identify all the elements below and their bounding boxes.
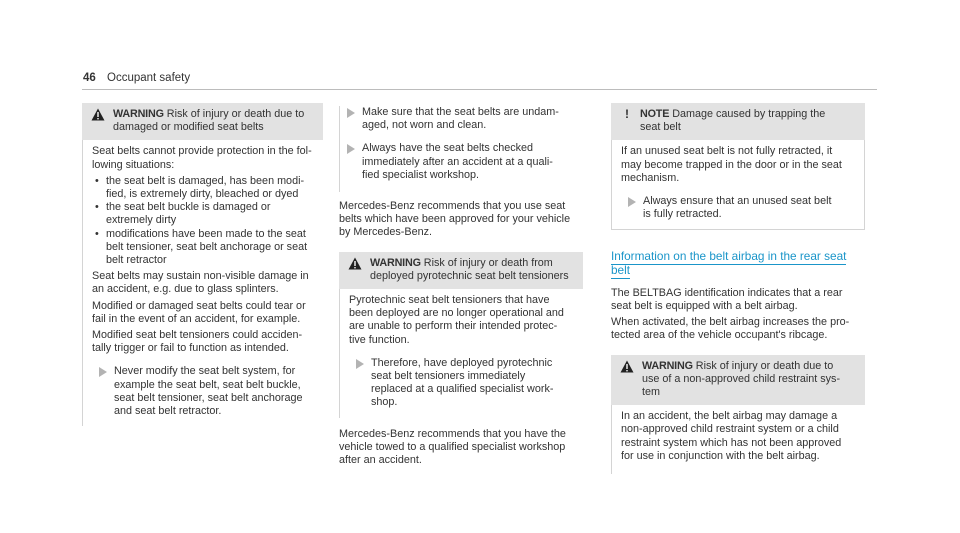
text-line: tive function.	[349, 333, 410, 346]
note-label: NOTE	[640, 108, 670, 120]
text-line: replaced at a qualified specialist work-	[371, 383, 554, 396]
text-line: and seat belt retractor.	[114, 405, 222, 418]
list-item	[92, 175, 315, 201]
paragraph	[92, 270, 315, 296]
text-line: belt tensioner, seat belt anchorage or seat	[106, 240, 308, 253]
text-line: Therefore, have deployed pyrotechnic	[371, 356, 553, 369]
text-line: been deployed are no longer operational and	[349, 307, 564, 320]
step-arrow-icon	[347, 144, 355, 154]
note-line: seat belt	[640, 121, 681, 134]
text-line: fail in the event of an accident, for example.	[92, 312, 301, 325]
note-box-trapping	[611, 103, 865, 230]
step-arrow-icon	[356, 359, 364, 369]
paragraph	[611, 316, 865, 342]
page-number: 46	[83, 72, 96, 84]
warning-body	[82, 140, 323, 426]
warning-line: damaged or modified seat belts	[113, 121, 264, 134]
text-line: seat belt is equipped with a belt airbag.	[611, 300, 798, 313]
column-1	[82, 103, 323, 426]
text-line: the seat belt buckle is damaged or	[106, 201, 271, 214]
warning-body	[339, 289, 583, 418]
warning-box-damaged-belts	[82, 103, 323, 426]
text-line: lowing situations:	[92, 158, 175, 171]
warning-triangle-icon	[348, 257, 364, 270]
text-line: extremely dirty	[106, 214, 177, 227]
note-header	[611, 103, 865, 140]
list-item	[92, 228, 315, 268]
text-line: Modified seat belt tensioners could acciden-	[92, 329, 303, 342]
text-line: immediately after an accident at a quali-	[362, 155, 553, 168]
warning-label: WARNING	[642, 359, 693, 372]
warning-line: tem	[642, 386, 660, 399]
warning-box-tensioners	[339, 252, 583, 418]
warning-text	[642, 360, 840, 400]
warning-line: use of a non-approved child restraint sys-	[642, 372, 841, 385]
text-line: modifications have been made to the seat	[106, 227, 306, 240]
instruction-step	[621, 195, 856, 221]
warning-label: WARNING	[113, 108, 164, 120]
text-line: tally trigger or fail to function as intended.	[92, 342, 289, 355]
warning-line: Risk of injury or death due to	[166, 108, 305, 120]
text-line: shop.	[371, 396, 398, 409]
warning-header	[611, 355, 865, 406]
exclamation-icon: !	[625, 107, 629, 121]
paragraph	[621, 145, 856, 185]
text-line: the seat belt is damaged, has been modi-	[106, 174, 305, 187]
section-heading-text: Information on the belt airbag in the rear seat belt	[611, 249, 847, 277]
warning-triangle-icon	[91, 108, 107, 121]
text-line: Mercedes-Benz recommends that you have the	[339, 427, 566, 440]
instruction-step	[92, 365, 315, 418]
text-line: for use in conjunction with the belt airbag.	[621, 449, 820, 462]
text-line: fied specialist workshop.	[362, 168, 480, 181]
warning-text	[113, 108, 304, 134]
text-line: Mercedes-Benz recommends that you use seat	[339, 200, 566, 213]
text-line: are unable to perform their intended protec-	[349, 320, 558, 333]
paragraph	[92, 300, 315, 326]
instruction-step	[349, 357, 575, 410]
text-line: vehicle towed to a qualified specialist workshop	[339, 440, 566, 453]
step-arrow-icon	[347, 108, 355, 118]
continued-steps	[339, 106, 583, 192]
warning-header	[82, 103, 323, 140]
text-line: tected area of the vehicle occupant's ribcage.	[611, 329, 828, 342]
text-line: Modified or damaged seat belts could tear or	[92, 299, 306, 312]
paragraph	[611, 287, 865, 313]
text-line: aged, not worn and clean.	[362, 119, 487, 132]
warning-label: WARNING	[370, 256, 421, 269]
note-line: Damage caused by trapping the	[672, 108, 826, 120]
section-name: Occupant safety	[107, 72, 191, 84]
text-line: Seat belts may sustain non-visible damage in	[92, 270, 309, 283]
column-2	[339, 103, 583, 470]
text-line: restraint system which has not been approved	[621, 436, 842, 449]
paragraph	[621, 410, 857, 463]
note-text	[640, 108, 825, 134]
text-line: an accident, e.g. due to glass splinters.	[92, 283, 279, 296]
step-arrow-icon	[628, 197, 636, 207]
instruction-step	[340, 106, 583, 132]
text-line: seat belt tensioner, seat belt anchorage	[114, 391, 303, 404]
text-line: If an unused seat belt is not fully retracted, it	[621, 145, 833, 158]
text-line: may become trapped in the door or in the seat	[621, 158, 842, 171]
paragraph	[339, 200, 583, 240]
text-line: In an accident, the belt airbag may damage a	[621, 410, 838, 423]
text-line: Always have the seat belts checked	[362, 142, 534, 155]
text-line: example the seat belt, seat belt buckle,	[114, 378, 301, 391]
paragraph	[92, 329, 315, 355]
text-line: Seat belts cannot provide protection in the fol-	[92, 145, 312, 158]
note-body	[611, 140, 865, 230]
warning-line: Risk of injury or death due to	[695, 359, 834, 372]
text-line: Make sure that the seat belts are undam-	[362, 106, 559, 118]
warning-line: deployed pyrotechnic seat belt tensioners	[370, 269, 569, 282]
intro-paragraph	[92, 145, 315, 171]
paragraph	[339, 428, 583, 468]
text-line: belts which have been approved for your vehicle	[339, 213, 571, 226]
header-rule	[82, 89, 877, 90]
step-arrow-icon	[99, 367, 107, 377]
text-line: seat belt tensioners immediately	[371, 370, 526, 383]
text-line: Never modify the seat belt system, for	[114, 365, 296, 378]
bullet-list	[92, 175, 315, 267]
page-header	[83, 72, 190, 84]
warning-header	[339, 252, 583, 289]
instruction-step	[340, 142, 583, 182]
warning-body	[611, 405, 865, 474]
paragraph	[349, 294, 575, 347]
text-line: Pyrotechnic seat belt tensioners that have	[349, 294, 550, 307]
warning-triangle-icon	[620, 360, 636, 373]
warning-text	[370, 257, 569, 283]
text-line: The BELTBAG identification indicates that a rear	[611, 286, 843, 299]
list-item	[92, 201, 315, 227]
warning-box-child-restraint	[611, 355, 865, 474]
text-line: Always ensure that an unused seat belt	[643, 195, 832, 208]
text-line: after an accident.	[339, 454, 422, 467]
text-line: mechanism.	[621, 171, 680, 184]
text-line: belt retractor	[106, 254, 167, 267]
text-line: by Mercedes-Benz.	[339, 226, 433, 239]
text-line: non-approved child restraint system or a child	[621, 423, 839, 436]
section-heading	[611, 250, 865, 276]
text-line: fied, is extremely dirty, bleached or dyed	[106, 188, 299, 201]
column-3	[611, 103, 865, 474]
text-line: When activated, the belt airbag increases the pro-	[611, 316, 850, 329]
warning-line: Risk of injury or death from	[423, 256, 553, 269]
text-line: is fully retracted.	[643, 208, 722, 221]
